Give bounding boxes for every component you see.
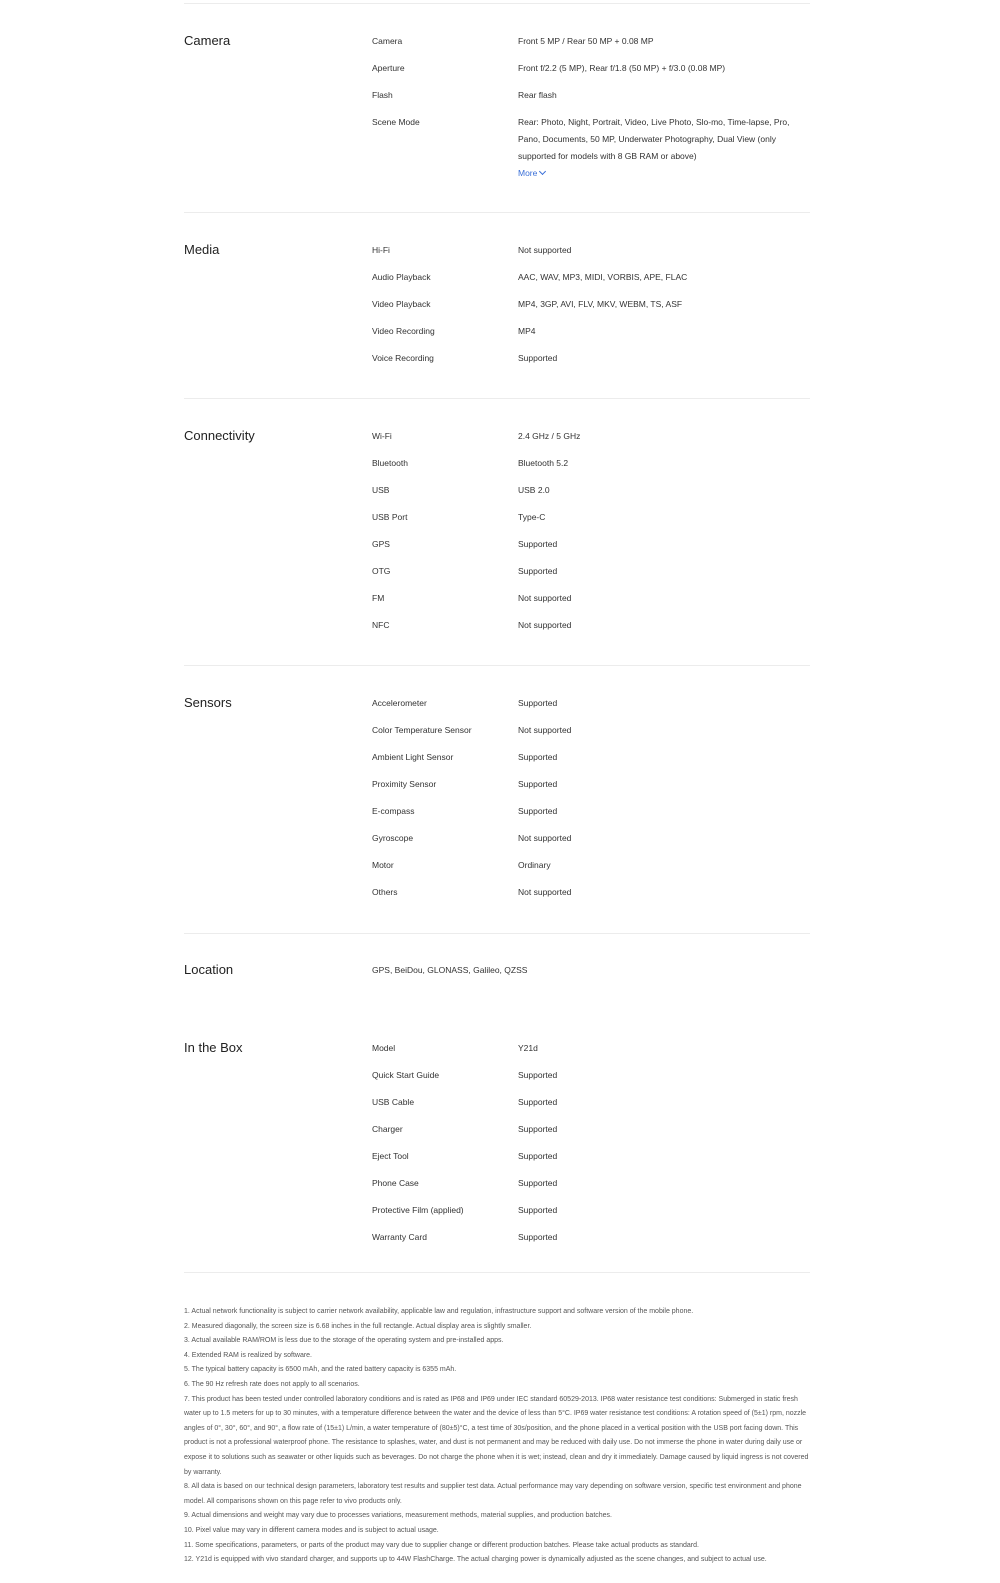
- spec-value: AAC, WAV, MP3, MIDI, VORBIS, APE, FLAC: [518, 272, 688, 282]
- footnotes: [184, 1305, 810, 1568]
- section-sensors: [184, 666, 810, 934]
- more-label: More: [518, 168, 538, 178]
- spec-label: Model: [372, 1043, 396, 1053]
- section-connectivity: [184, 399, 810, 666]
- spec-rows: [372, 242, 810, 398]
- spec-value: Ordinary: [518, 860, 551, 870]
- footnote: 2. Measured diagonally, the screen size is 6.68 inches in the full rectangle. Actual display area is slightly smaller.: [184, 1322, 532, 1330]
- spec-value: Supported: [518, 1151, 558, 1161]
- spec-value: Supported: [518, 1124, 558, 1134]
- spec-content: [184, 0, 810, 1273]
- spec-rows: [372, 695, 810, 933]
- footnote: 10. Pixel value may vary in different camera modes and is subject to actual usage.: [184, 1526, 439, 1534]
- section-in-the-box: [184, 1012, 810, 1273]
- spec-row: [372, 803, 810, 820]
- footnote: 3. Actual available RAM/ROM is less due to the storage of the operating system and pre-installed apps.: [184, 1337, 504, 1345]
- section-media: [184, 213, 810, 399]
- spec-value: Not supported: [518, 833, 572, 843]
- spec-row: [372, 242, 810, 259]
- spec-row: [372, 857, 810, 874]
- spec-row: [372, 33, 810, 50]
- spec-rows: [372, 428, 810, 665]
- spec-row: [372, 1040, 810, 1057]
- spec-value: Front f/2.2 (5 MP), Rear f/1.8 (50 MP) + f/3.0 (0.08 MP): [518, 63, 726, 73]
- spec-row: [372, 482, 810, 499]
- section-title: Sensors: [184, 695, 232, 710]
- section-title: Location: [184, 962, 234, 977]
- spec-row: [372, 536, 810, 553]
- footnote: 6. The 90 Hz refresh rate does not apply to all scenarios.: [184, 1380, 360, 1388]
- footnote: 11. Some specifications, parameters, or parts of the product may vary due to supplier change or different production batches. Please take actual products as standard.: [184, 1541, 699, 1549]
- section-title: In the Box: [184, 1040, 243, 1055]
- spec-label: Video Recording: [372, 326, 435, 336]
- spec-label: Motor: [372, 860, 394, 870]
- spec-row: [372, 1229, 810, 1246]
- spec-row: [372, 1175, 810, 1192]
- spec-row: [372, 884, 810, 901]
- spec-row: [372, 590, 810, 607]
- spec-value: Supported: [518, 1178, 558, 1188]
- spec-row: [372, 60, 810, 77]
- spec-value: GPS, BeiDou, GLONASS, Galileo, QZSS: [372, 965, 528, 975]
- spec-label: Protective Film (applied): [372, 1205, 464, 1215]
- spec-value: Y21d: [518, 1043, 538, 1053]
- spec-label: Scene Mode: [372, 117, 420, 127]
- section-title: Media: [184, 242, 220, 257]
- spec-row: [372, 1094, 810, 1111]
- spec-label: Bluetooth: [372, 458, 408, 468]
- spec-row: [372, 749, 810, 766]
- section-location: [184, 934, 810, 1012]
- spec-label: Accelerometer: [372, 698, 427, 708]
- spec-label: Eject Tool: [372, 1151, 409, 1161]
- spec-value: Not supported: [518, 245, 572, 255]
- section-title: Connectivity: [184, 428, 255, 443]
- spec-label: Others: [372, 887, 398, 897]
- footnote: 1. Actual network functionality is subject to carrier network availability, applicable law and regulation, infrastructure support and software version of the mobile phone.: [184, 1308, 694, 1315]
- spec-label: Camera: [372, 36, 403, 46]
- spec-value: Rear: Photo, Night, Portrait, Video, Live Photo, Slo-mo, Time-lapse, Pro, Pano, Documents, 50 MP, Underwater Photography, Dual View (only supported for models with 8 GB RAM or above): [518, 117, 790, 161]
- footnote: 9. Actual dimensions and weight may vary due to processes variations, measurement methods, material supplies, and production batches.: [184, 1512, 613, 1520]
- spec-value: Rear flash: [518, 90, 557, 100]
- more-link[interactable]: [518, 165, 545, 182]
- spec-label: Warranty Card: [372, 1232, 427, 1242]
- spec-value: Supported: [518, 1070, 558, 1080]
- spec-row: [372, 1067, 810, 1084]
- spec-value: Front 5 MP / Rear 50 MP + 0.08 MP: [518, 36, 654, 46]
- chevron-down-icon: [539, 168, 546, 175]
- spec-label: Quick Start Guide: [372, 1070, 440, 1080]
- spec-row: [372, 1148, 810, 1165]
- spec-label: Charger: [372, 1124, 403, 1134]
- spec-value: Bluetooth 5.2: [518, 458, 569, 468]
- spec-label: Ambient Light Sensor: [372, 752, 454, 762]
- spec-row: [372, 455, 810, 472]
- spec-value: Supported: [518, 1232, 558, 1242]
- spec-row: [372, 296, 810, 313]
- spec-row: [372, 165, 810, 182]
- spec-label: Aperture: [372, 63, 405, 73]
- spec-row: [372, 114, 810, 165]
- spec-row: [372, 350, 810, 367]
- spec-row: [372, 695, 810, 712]
- spec-rows: [372, 962, 810, 1012]
- spec-value: Supported: [518, 752, 558, 762]
- spec-label: Voice Recording: [372, 353, 434, 363]
- spec-label: Video Playback: [372, 299, 431, 309]
- spec-row: [372, 563, 810, 580]
- spec-label: Phone Case: [372, 1178, 419, 1188]
- spec-value: Supported: [518, 1097, 558, 1107]
- spec-value: Supported: [518, 539, 558, 549]
- spec-rows: [372, 33, 810, 212]
- spec-value: USB 2.0: [518, 485, 550, 495]
- footnote: 12. Y21d is equipped with vivo standard charger, and supports up to 44W FlashCharge. The actual charging power is dynamically adjusted as the scene changes, and subject to actual use.: [184, 1556, 767, 1564]
- spec-label: USB: [372, 485, 390, 495]
- spec-value: Supported: [518, 353, 558, 363]
- spec-label: Gyroscope: [372, 833, 414, 843]
- spec-row: [372, 617, 810, 634]
- spec-value: Not supported: [518, 593, 572, 603]
- spec-value: Not supported: [518, 887, 572, 897]
- spec-value: MP4: [518, 326, 536, 336]
- footnote: 4. Extended RAM is realized by software.: [184, 1351, 313, 1359]
- spec-label: NFC: [372, 620, 390, 630]
- spec-label: Audio Playback: [372, 272, 431, 282]
- section-camera: [184, 4, 810, 213]
- spec-rows: [372, 1040, 810, 1272]
- spec-row: [372, 722, 810, 739]
- spec-label: Color Temperature Sensor: [372, 725, 472, 735]
- spec-row: [372, 509, 810, 526]
- spec-row: [372, 269, 810, 286]
- spec-value: Supported: [518, 698, 558, 708]
- spec-label: Wi-Fi: [372, 431, 392, 441]
- spec-label: Flash: [372, 90, 393, 100]
- footnote: 8. All data is based on our technical design parameters, laboratory test results and supplier test data. Actual performance may vary depending on software version, specific test environment and phone model. All comparisons shown on this page refer to vivo products only.: [184, 1483, 802, 1505]
- spec-label: Proximity Sensor: [372, 779, 437, 789]
- spec-value: Supported: [518, 806, 558, 816]
- footnote: 5. The typical battery capacity is 6500 mAh, and the rated battery capacity is 6355 mAh.: [184, 1366, 457, 1374]
- spec-label: FM: [372, 593, 385, 603]
- spec-value: MP4, 3GP, AVI, FLV, MKV, WEBM, TS, ASF: [518, 299, 683, 309]
- spec-row: [372, 962, 810, 979]
- spec-row: [372, 428, 810, 445]
- spec-label: USB Cable: [372, 1097, 415, 1107]
- spec-value: Supported: [518, 566, 558, 576]
- footnote: 7. This product has been tested under controlled laboratory conditions and is rated as IP68 and IP69 under IEC standard 60529-2013. IP68 water resistance test conditions: Submerged in static fresh water up to 1.5 meters for up to 30 minutes, with a temperature difference between the water and the device of less than 5°C. IP69 water resistance test conditions: A rotation speed of (5±1) rpm, nozzle angles of 0°, 30°, 60°, and 90°, a flow rate of (15±1) L/min, a water temperature of (80±5)°C, a test time of 30s/position, and the phone placed in a vertical position with the USB port facing down. This product is not a professional waterproof phone. The resistance to splashes, water, and dust is not permanent and may be reduced with daily use. Do not immerse the phone in water during daily use or expose it to solutions such as seawater or other liquids such as beverages. Do not charge the phone when it is wet; instead, clean and dry it immediately. Damage caused by liquid ingress is not covered by warranty.: [184, 1395, 809, 1476]
- spec-label: Hi-Fi: [372, 245, 390, 255]
- spec-value: Supported: [518, 779, 558, 789]
- spec-label: E-compass: [372, 806, 415, 816]
- spec-value: Not supported: [518, 725, 572, 735]
- spec-label: OTG: [372, 566, 391, 576]
- spec-label: GPS: [372, 539, 390, 549]
- spec-row: [372, 87, 810, 104]
- spec-value: Not supported: [518, 620, 572, 630]
- spec-row: [372, 776, 810, 793]
- spec-value: 2.4 GHz / 5 GHz: [518, 431, 581, 441]
- spec-value: Type-C: [518, 512, 546, 522]
- spec-row: [372, 323, 810, 340]
- section-title: Camera: [184, 33, 231, 48]
- spec-row: [372, 1202, 810, 1219]
- spec-row: [372, 1121, 810, 1138]
- spec-value: Supported: [518, 1205, 558, 1215]
- spec-row: [372, 830, 810, 847]
- spec-label: USB Port: [372, 512, 408, 522]
